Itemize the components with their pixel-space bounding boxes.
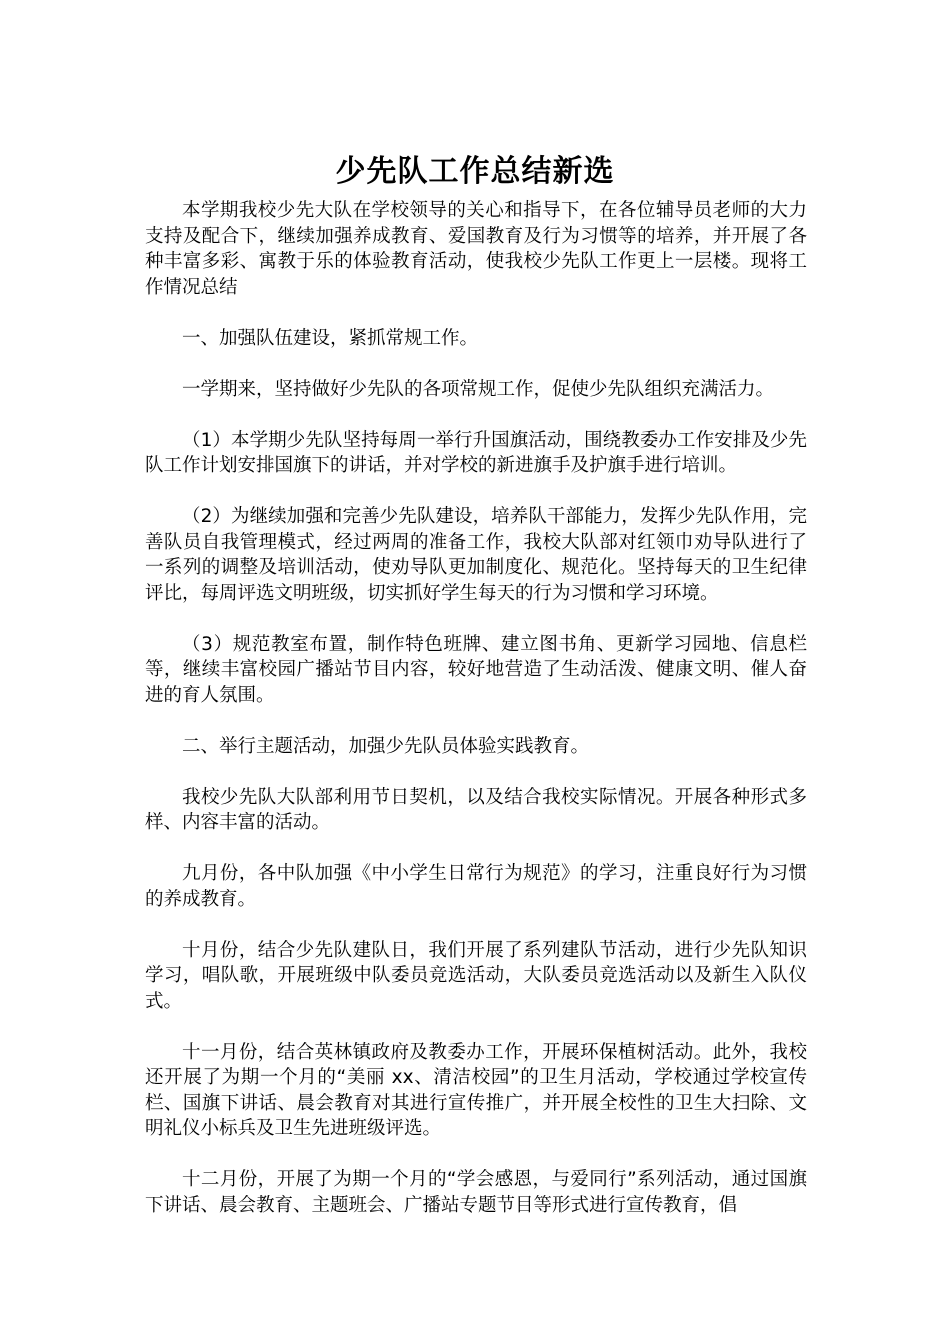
paragraph: 一学期来，坚持做好少先队的各项常规工作，促使少先队组织充满活力。: [182, 378, 775, 400]
section-heading-2: 二、举行主题活动，加强少先队员体验实践教育。: [182, 735, 590, 757]
document-title: 少先队工作总结新选: [335, 154, 615, 190]
paragraph-november: 十一月份，结合英林镇政府及教委办工作，开展环保植树活动。此外，我校还开展了为期一个月的“美丽 xx、清洁校园”的卫生月活动，学校通过学校宣传栏、国旗下讲话、晨会教育对其进行宣传推广，并开展全校性的卫生大扫除、文明礼仪小标兵及卫生先进班级评选。: [145, 1041, 807, 1139]
paragraph-december: 十二月份，开展了为期一个月的“学会感恩，与爱同行”系列活动，通过国旗下讲话、晨会教育、主题班会、广播站专题节目等形式进行宣传教育，倡: [145, 1169, 807, 1216]
paragraph-intro: 本学期我校少先大队在学校领导的关心和指导下，在各位辅导员老师的大力支持及配合下，继续加强养成教育、爱国教育及行为习惯等的培养，并开展了各种丰富多彩、寓教于乐的体验教育活动，使我校少先队工作更上一层楼。现将工作情况总结: [145, 200, 807, 298]
paragraph-item-1: （1）本学期少先队坚持每周一举行升国旗活动，围绕教委办工作安排及少先队工作计划安排国旗下的讲话，并对学校的新进旗手及护旗手进行培训。: [145, 429, 807, 476]
paragraph-item-2: （2）为继续加强和完善少先队建设，培养队干部能力，发挥少先队作用，完善队员自我管理模式，经过两周的准备工作，我校大队部对红领巾劝导队进行了一系列的调整及培训活动，使劝导队更加制度化、规范化。坚持每天的卫生纪律评比，每周评选文明班级，切实抓好学生每天的行为习惯和学习环境。: [145, 506, 807, 604]
paragraph-october: 十月份，结合少先队建队日，我们开展了系列建队节活动，进行少先队知识学习，唱队歌，开展班级中队委员竞选活动，大队委员竞选活动以及新生入队仪式。: [145, 939, 807, 1012]
paragraph: 我校少先队大队部利用节日契机，以及结合我校实际情况。开展各种形式多样、内容丰富的活动。: [145, 786, 807, 833]
section-heading-1: 一、加强队伍建设，紧抓常规工作。: [182, 327, 479, 349]
document-body: [145, 198, 807, 1244]
paragraph-september: 九月份，各中队加强《中小学生日常行为规范》的学习，注重良好行为习惯的养成教育。: [145, 863, 807, 910]
paragraph-item-3: （3）规范教室布置，制作特色班牌、建立图书角、更新学习园地、信息栏等，继续丰富校园广播站节目内容，较好地营造了生动活泼、健康文明、催人奋进的育人氛围。: [145, 633, 807, 706]
